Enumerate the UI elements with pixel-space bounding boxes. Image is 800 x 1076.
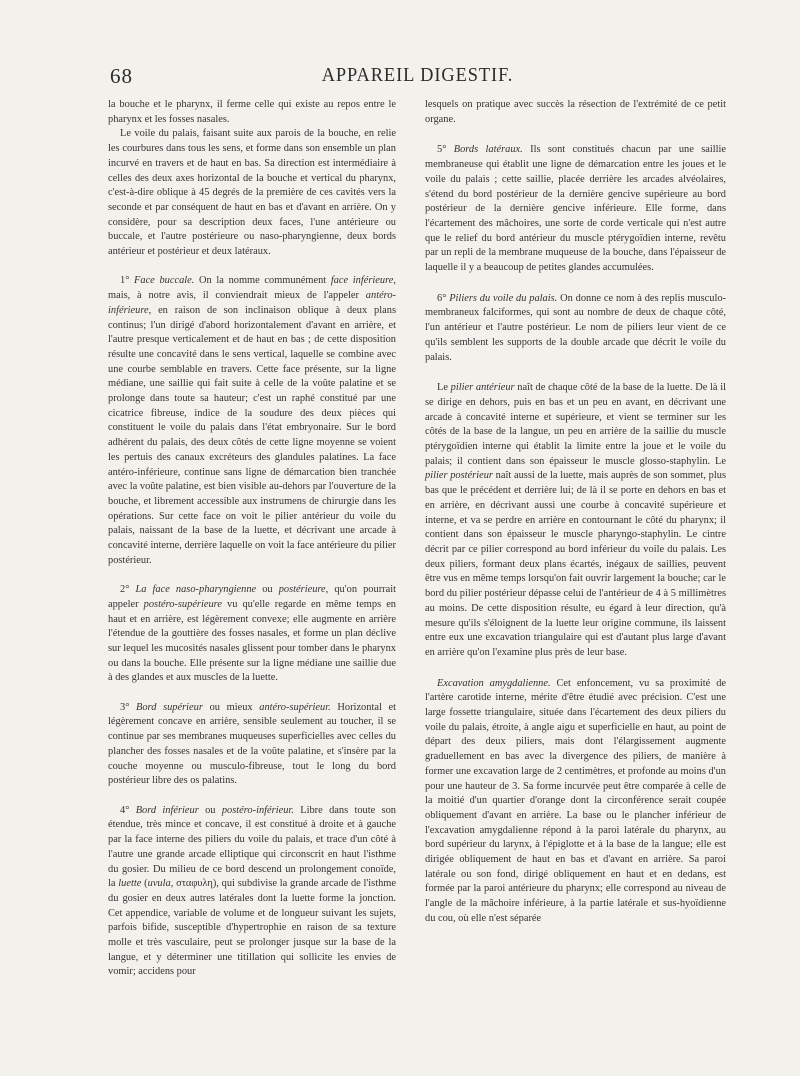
section-number: 1°: [120, 275, 135, 287]
text: , en raison de son inclinaison oblique à deux plans continus; l'un dirigé d'abord horizontalement d'avant en arrière, et l'autre presque verticalement et de haut en bas ; de cette disposition résulte une concavité dans le sens vertical, laquelle se combine avec une courbe semblable en travers. Cette face présente, sur la ligne médiane, une saillie qui fait suite à celle de la voûte palatine et se prolonge dans toute sa hauteur; c'est un raphé constitué par une cicatrice fibreuse, indice de la soudure des deux pièces qui constituent le voile du palais dans l'état embryonaire. Sur le bord adhérent du palais, des deux côtés de cette ligne moyenne se voient les pertuis des canaux excréteurs des glandules palatines. La face antéro-inférieure, continue sans ligne de démarcation bien tranchée avec la voûte palatine, est bien visible au-dehors par l'ouverture de la bouche, et librement accessible aux instrumens de chirurgie dans les opérations. Sur cette face on voit le pilier antérieur du voile du palais, naissant de la base de la luette, et décrivant une arcade à concavité interne, derrière laquelle on voit la face antérieure du pilier postérieur.: [108, 304, 396, 566]
section-bord-superieur: [108, 701, 396, 789]
text: ou mieux: [202, 701, 260, 713]
italic-term: postéro-supérieure: [143, 598, 222, 610]
text: Le: [437, 382, 451, 394]
italic-term: uvula: [147, 878, 171, 890]
text: On donne ce nom à des replis musculo-membraneux falciformes, qui sont au nombre de deux de chaque côté, l'un antérieur et l'autre postérieur. Le nom de piliers leur vient de ce qu'ils semblent les supports de la double arcade que décrit le voile du palais.: [425, 292, 727, 363]
italic-term: face inférieure: [330, 275, 394, 287]
section-face-naso-pharyngienne: [108, 583, 396, 686]
italic-term: luette: [118, 878, 142, 890]
section-bords-lateraux: [425, 143, 726, 275]
section-number: 5°: [437, 144, 454, 156]
running-title: APPAREIL DIGESTIF.: [321, 64, 514, 86]
section-title: La face naso-pharyngienne: [135, 584, 257, 596]
paragraph: la bouche et le pharynx, il ferme celle qui existe au repos entre le pharynx et les fosses nasales.: [108, 99, 396, 125]
text: , mais, à notre avis, il conviendrait mieux de l'appeler: [108, 275, 396, 302]
page-header: [110, 64, 725, 92]
italic-term: postérieure: [278, 584, 326, 596]
italic-term: pilier antérieur: [450, 382, 515, 394]
text: ou: [198, 804, 222, 816]
italic-term: pilier postérieur: [425, 470, 493, 482]
section-number: 4°: [120, 804, 136, 816]
page-number: 68: [110, 64, 133, 88]
text: , σταφυλη), qui subdivise la grande arcade de l'isthme du gosier en deux autres latérales dont la luette forme la jonction. Cet appendice, variable de volume et de longueur suivant les sujets, parfois bifide, susceptible d'hypertrophie en raison de sa texture molle et très vasculaire, peut se prolonger jusque sur la base de la langue, et y déterminer une titillation qui sollicite les envies de vomir; accidens pour: [108, 878, 396, 978]
right-column: [425, 98, 726, 927]
text: , qu'on pourrait appeler: [108, 584, 396, 610]
text: naît aussi de la luette, mais auprès de son sommet, plus bas que le précédent et derrière lui; de là il se porte en dehors en bas et en arrière, en décrivant aussi une courbe à concavité supérieure et interne, et va se perdre en arrière en contournant le côté du pharynx; il contient dans son épaisseur le muscle pharyngo-staphylin. Le cintre décrit par ce pilier correspond au bord inférieur du voile du palais. Les deux piliers, formant deux plans écartés, inégaux de saillies, peuvent être vus en même temps lorsqu'on fait ouvrir largement la bouche; car le bord du pilier postérieur dépasse celui de l'antérieur de 4 à 5 millimètres au moins. De cette disposition résulte, eu égard à leur direction, qu'à mesure qu'ils s'éloignent de la luette leur origine commune, ils laissent entre eux une excavation triangulaire qui est d'autant plus large d'avant en arrière qu'on l'examine plus près de leur base.: [425, 470, 726, 658]
left-column: [108, 98, 396, 980]
text: Cet enfoncement, vu sa proximité de l'artère carotide interne, mérite d'être étudié avec précision. C'est une large fossette triangulaire, située dans l'écartement des deux piliers du voile du palais, étroite, à angle aigu et superficielle en haut, au point de départ des deux piliers, mais dont l'élargissement augmente graduellement en bas avec la divergence des piliers, de manière à former une excavation large de 2 centimètres, et profonde au moins d'un pour une hauteur de 3. Sa forme incurvée peut être comparée à celle de la moitié d'un quartier d'orange dont la circonférence serait coupée obliquement d'avant en arrière. La base ou le plancher inférieur de l'excavation amygdalienne répond à la paroi latérale du pharynx, au bord supérieur du larynx, à l'épiglotte et à la base de la langue; elle est dirigée obliquement de haut en bas et d'avant en arrière. Sa paroi latérale ou son fond, dirigé obliquement en haut et en dedans, est formée par la paroi antérieure du pharynx; elle correspond au niveau de l'angle de la mâchoire inférieure, à la partie latérale et sus-hyoïdienne du cou, où elle n'est séparée: [425, 677, 727, 924]
section-title: Excavation amygdalienne.: [437, 677, 551, 689]
text: ou: [256, 584, 279, 596]
text: Libre dans toute son étendue, très mince et concave, il est constitué à droite et à gauche par la face interne des piliers du voile du palais, et trace d'un côté à l'autre une grande arcade elliptique qui circonscrit en haut l'isthme du gosier. Du milieu de ce bord descend un prolongement conoïde, la: [108, 804, 396, 890]
section-bord-inferieur: [108, 804, 396, 980]
section-title: Bord inférieur: [135, 804, 199, 816]
italic-term: antéro-inférieure: [108, 290, 396, 316]
paragraph-piliers-detail: [425, 381, 726, 660]
section-face-buccale: [108, 274, 396, 568]
text: vu qu'elle regarde en même temps en haut et en arrière, est légèrement convexe; elle augmente en arrière l'étendue de la gouttière des fosses nasales, et forme un plan déclive sur lequel les mucosités nasales glissent pour tomber dans le pharynx ou dans la bouche. Elle présente sur la ligne médiane une saillie due à des glandes et aux muscles de la luette.: [108, 598, 396, 684]
section-title: Bord supérieur: [136, 701, 203, 713]
section-title: Piliers du voile du palais.: [449, 292, 558, 304]
text: Horizontal et légèrement concave en arrière, sensible seulement au toucher, il se continue par ses membranes muqueuses superficielles avec celles du plancher des fosses nasales et de la voûte palatine, et s'insère par la couche moyenne ou musculo-fibreuse, tout le long du bord postérieur libre des os palatins.: [108, 701, 396, 787]
italic-term: postéro-inférieur.: [221, 804, 294, 816]
paragraph: lesquels on pratique avec succès la résection de l'extrémité de ce petit organe.: [425, 99, 726, 125]
section-number: 3°: [120, 701, 137, 713]
section-number: 6°: [437, 292, 450, 304]
italic-term: antéro-supérieur.: [259, 701, 331, 713]
section-excavation-amygdalienne: [425, 677, 726, 927]
text: On la nomme communément: [194, 275, 331, 287]
section-number: 2°: [120, 584, 136, 596]
paragraph: Le voile du palais, faisant suite aux parois de la bouche, en relie les courbures dans tous les sens, et forme dans son ensemble un plan incurvé en travers et de haut en bas. Sa direction est intermédiaire à celles des deux axes horizontal de la bouche et vertical du pharynx, c'est-à-dire oblique à 45 degrés de la première de ces cavités vers la seconde et par conséquent de haut en bas et d'avant en arrière. On y considère, pour sa description deux faces, l'une antérieure ou buccale, et l'autre postérieure ou naso-pharyngienne, deux bords antérieur et postérieur et deux latéraux.: [108, 128, 396, 258]
section-title: Bords latéraux.: [453, 144, 523, 156]
text: Ils sont constitués chacun par une saillie membraneuse qui établit une ligne de démarcation entre les joues et le voile du palais ; cette saillie, placée derrière les arcades alvéolaires, s'étend du bord postérieur de la dernière gencive supérieure au bord postérieur de la dernière gencive inférieure. Elle forme, dans l'écartement des mâchoires, une sorte de corde verticale qui n'est autre que le relief du bord antérieur du muscle ptérygoïdien interne, revêtu par un repli de la membrane muqueuse de la bouche, dans l'épaisseur de laquelle il y a beaucoup de petites glandes accumulées.: [425, 144, 727, 274]
section-title: Face buccale.: [134, 275, 195, 287]
text: naît de chaque côté de la base de la luette. De là il se dirige en dehors, puis en bas et un peu en avant, en décrivant une arcade à concavité interne et supérieure, et vient se terminer sur les côtés de la base de la langue, un peu en arrière de la saillie du muscle ptérygoïdien interne qui établit la limite entre la joue et le voile du palais; il contient dans son épaisseur le muscle glosso-staphylin. Le: [425, 382, 726, 467]
text: (: [141, 878, 148, 890]
section-piliers: [425, 292, 726, 366]
